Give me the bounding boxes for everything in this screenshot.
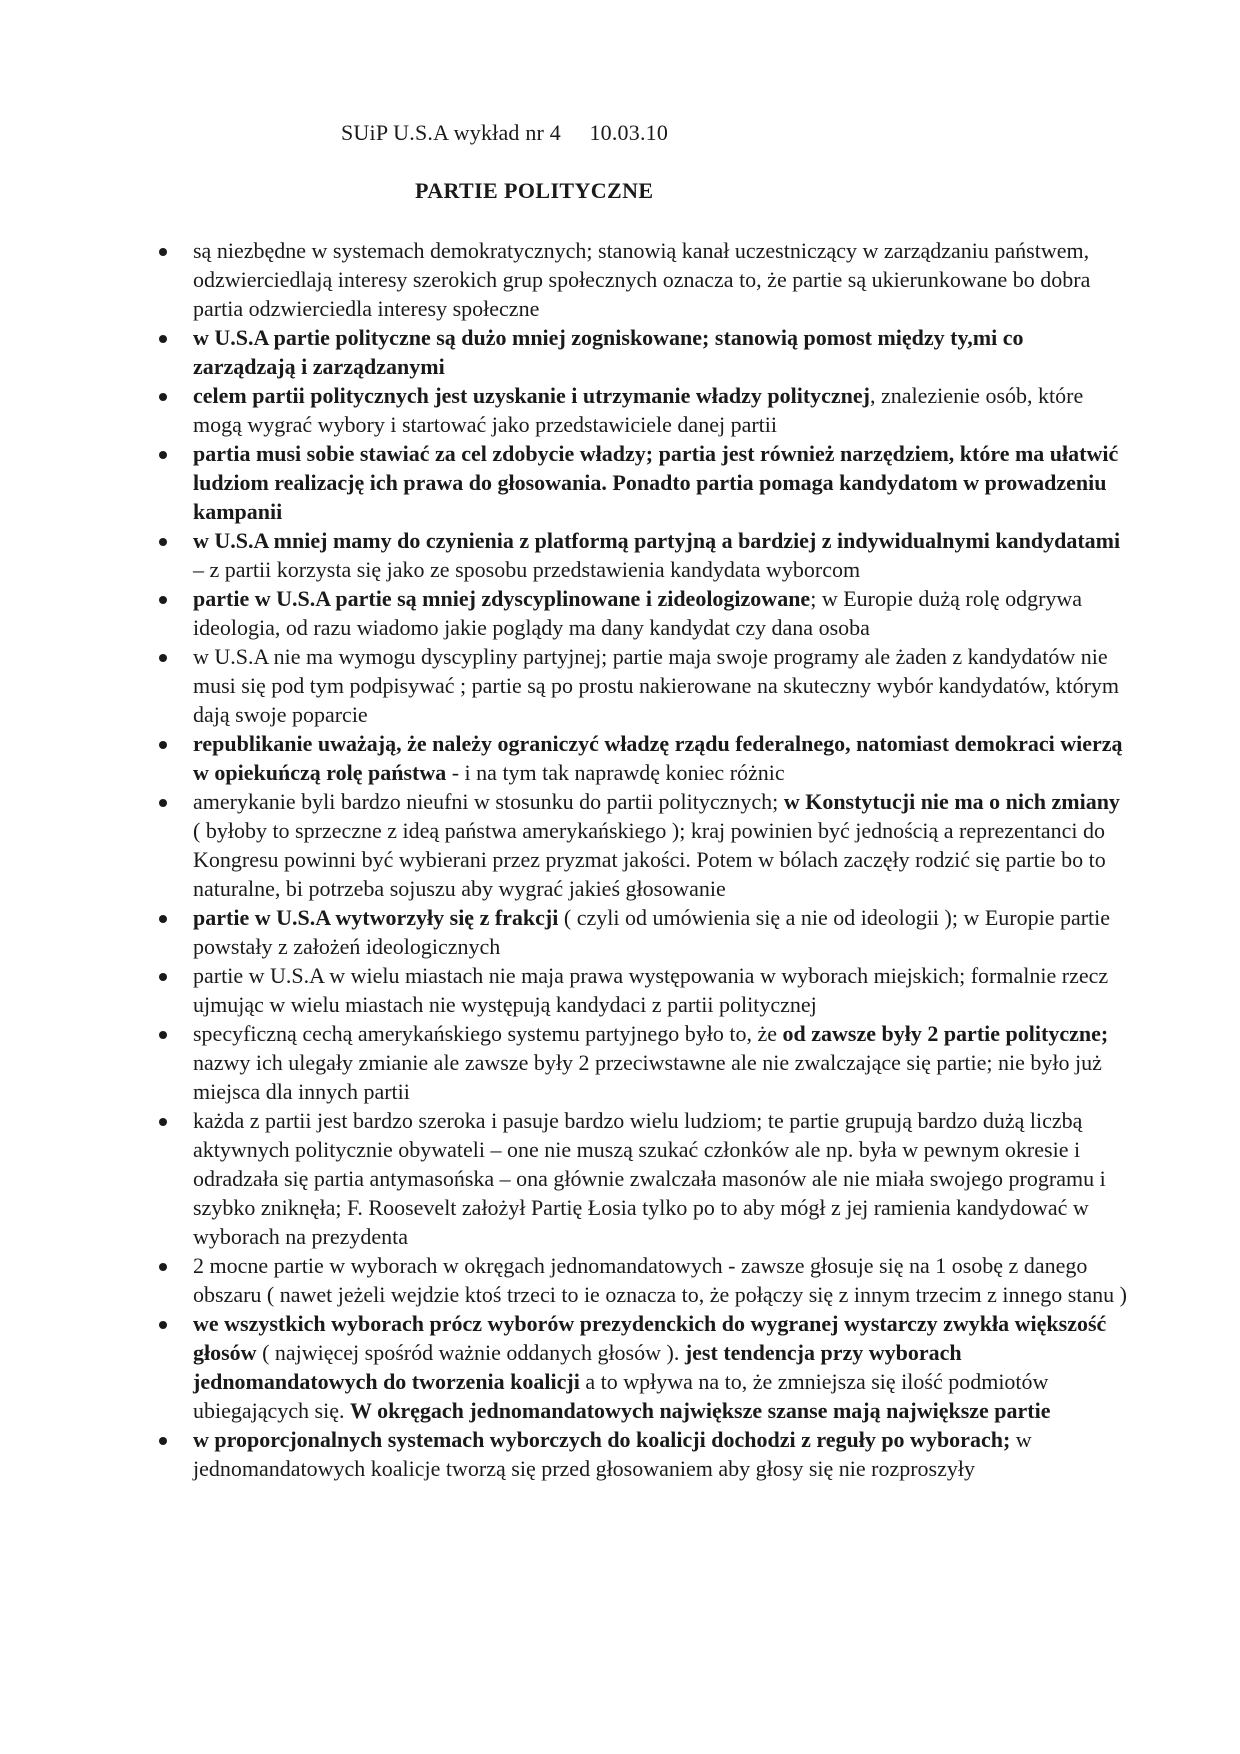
body-text: a to wpływa na to, że zmniejsza się ilość podmiotów ubiegających się.	[193, 1369, 1049, 1423]
list-item	[0, 526, 1240, 584]
body-text: w jednomandatowych koalicje tworzą się przed głosowaniem aby głosy się nie rozproszyły	[193, 1427, 1032, 1481]
bullet-icon	[159, 538, 167, 546]
bold-text: celem partii politycznych jest uzyskanie i utrzymanie władzy politycznej	[193, 383, 871, 408]
list-item	[0, 787, 1240, 903]
list-item	[0, 1425, 1240, 1483]
bold-text: od zawsze były 2 partie polityczne;	[782, 1021, 1109, 1046]
list-item	[0, 642, 1240, 729]
list-item	[0, 1106, 1240, 1251]
bullet-icon	[159, 1263, 167, 1271]
bullet-icon	[159, 451, 167, 459]
bullet-icon	[159, 393, 167, 401]
body-text: są niezbędne w systemach demokratycznych; stanowią kanał uczestniczący w zarządzaniu państwem, odzwierciedlają interesy szerokich grup społecznych oznacza to, że partie są ukierunkowane bo dobra partia odzwierciedla interesy społeczne	[193, 238, 1091, 321]
body-text: ( byłoby to sprzeczne z ideą państwa amerykańskiego ); kraj powinien być jednością a reprezentanci do Kongresu powinni być wybierani przez pryzmat jakości. Potem w bólach zaczęły rodzić się partie bo to naturalne, bi potrzeba sojuszu aby wygrać jakieś głosowanie	[193, 818, 1106, 901]
body-text: 2 mocne partie w wyborach w okręgach jednomandatowych - zawsze głosuje się na 1 osobę z danego obszaru ( nawet jeżeli wejdzie ktoś trzeci to ie oznacza to, że połączy się z innym trzecim z innego stanu )	[193, 1253, 1127, 1307]
bullet-icon	[159, 799, 167, 807]
bold-text: partia musi sobie stawiać za cel zdobycie władzy; partia jest również narzędziem, które ma ułatwić ludziom realizację ich prawa do głosowania. Ponadto partia pomaga kandydatom w prowadzeniu kampanii	[193, 441, 1119, 524]
list-item	[0, 961, 1240, 1019]
list-item	[0, 903, 1240, 961]
body-text: ( czyli od umówienia się a nie od ideologii ); w Europie partie powstały z założeń ideologicznych	[193, 905, 1111, 959]
list-item	[0, 323, 1240, 381]
bullet-icon	[159, 915, 167, 923]
bullet-icon	[159, 1031, 167, 1039]
body-text: , znalezienie osób, które mogą wygrać wybory i startować jako przedstawiciele danej partii	[193, 383, 1084, 437]
bold-text: w U.S.A partie polityczne są dużo mniej zogniskowane; stanowią pomost między ty,mi co zarządzają i zarządzanymi	[193, 325, 1024, 379]
list-item	[0, 1309, 1240, 1425]
list-item	[0, 439, 1240, 526]
body-text: specyficzną cechą amerykańskiego systemu partyjnego było to, że	[193, 1021, 783, 1046]
bold-text: w Konstytucji nie ma o nich zmiany	[783, 789, 1120, 814]
list-item	[0, 236, 1240, 323]
body-text: ( najwięcej spośród ważnie oddanych głosów ).	[256, 1340, 685, 1365]
bullet-list	[0, 236, 1240, 1483]
bold-text: partie w U.S.A wytworzyły się z frakcji	[193, 905, 559, 930]
body-text: partie w U.S.A w wielu miastach nie maja prawa występowania w wyborach miejskich; formalnie rzecz ujmując w wielu miastach nie występują kandydaci z partii politycznej	[193, 963, 1109, 1017]
bold-text: republikanie uważają, że należy ograniczyć władzę rządu federalnego, natomiast demokraci wierzą w opiekuńczą rolę państwa	[193, 731, 1123, 785]
bullet-icon	[159, 1118, 167, 1126]
bullet-icon	[159, 248, 167, 256]
bold-text: partie w U.S.A partie są mniej zdyscyplinowane i zideologizowane	[193, 586, 811, 611]
bullet-icon	[159, 654, 167, 662]
bullet-icon	[159, 596, 167, 604]
list-item	[0, 1019, 1240, 1106]
body-text: każda z partii jest bardzo szeroka i pasuje bardzo wielu ludziom; te partie grupują bardzo dużą liczbą aktywnych politycznie obywateli – one nie muszą szukać członków ale np. była w pewnym okresie i odradzała się partia antymasońska – ona głównie zwalczała masonów ale nie miała swojego programu i szybko zniknęła; F. Roosevelt założył Partię Łosia tylko po to aby mógł z jej ramienia kandydować w wyborach na prezydenta	[193, 1108, 1106, 1249]
list-item	[0, 1251, 1240, 1309]
body-text: w U.S.A nie ma wymogu dyscypliny partyjnej; partie maja swoje programy ale żaden z kandydatów nie musi się pod tym podpisywać ; partie są po prostu nakierowane na skuteczny wybór kandydatów, którym dają swoje poparcie	[193, 644, 1120, 727]
body-text: - i na tym tak naprawdę koniec różnic	[446, 760, 785, 785]
list-item	[0, 584, 1240, 642]
body-text: – z partii korzysta się jako ze sposobu przedstawienia kandydata wyborcom	[193, 557, 861, 582]
list-item	[0, 729, 1240, 787]
body-text: amerykanie byli bardzo nieufni w stosunku do partii politycznych;	[193, 789, 784, 814]
bold-text: w proporcjonalnych systemach wyborczych do koalicji dochodzi z reguły po wyborach;	[193, 1427, 1011, 1452]
list-item	[0, 381, 1240, 439]
body-text: ; w Europie dużą rolę odgrywa ideologia, od razu wiadomo jakie poglądy ma dany kandydat czy dana osoba	[193, 586, 1083, 640]
bold-text: we wszystkich wyborach prócz wyborów prezydenckich do wygranej wystarczy zwykła większość głosów	[193, 1311, 1107, 1365]
bullet-icon	[159, 335, 167, 343]
bullet-icon	[159, 1437, 167, 1445]
bullet-icon	[159, 1321, 167, 1329]
bullet-icon	[159, 973, 167, 981]
lecture-header: SUiP U.S.A wykład nr 4 10.03.10	[341, 120, 669, 145]
page-title: PARTIE POLITYCZNE	[415, 178, 654, 203]
body-text: nazwy ich ulegały zmianie ale zawsze były 2 przeciwstawne ale nie zwalczające się partie; nie było już miejsca dla innych partii	[193, 1050, 1102, 1104]
bold-text: w U.S.A mniej mamy do czynienia z platformą partyjną a bardziej z indywidualnymi kandydatami	[193, 528, 1121, 553]
bullet-icon	[159, 741, 167, 749]
bold-text: jest tendencja przy wyborach jednomandatowych do tworzenia koalicji	[193, 1340, 962, 1394]
bold-text: W okręgach jednomandatowych największe szanse mają największe partie	[350, 1398, 1051, 1423]
